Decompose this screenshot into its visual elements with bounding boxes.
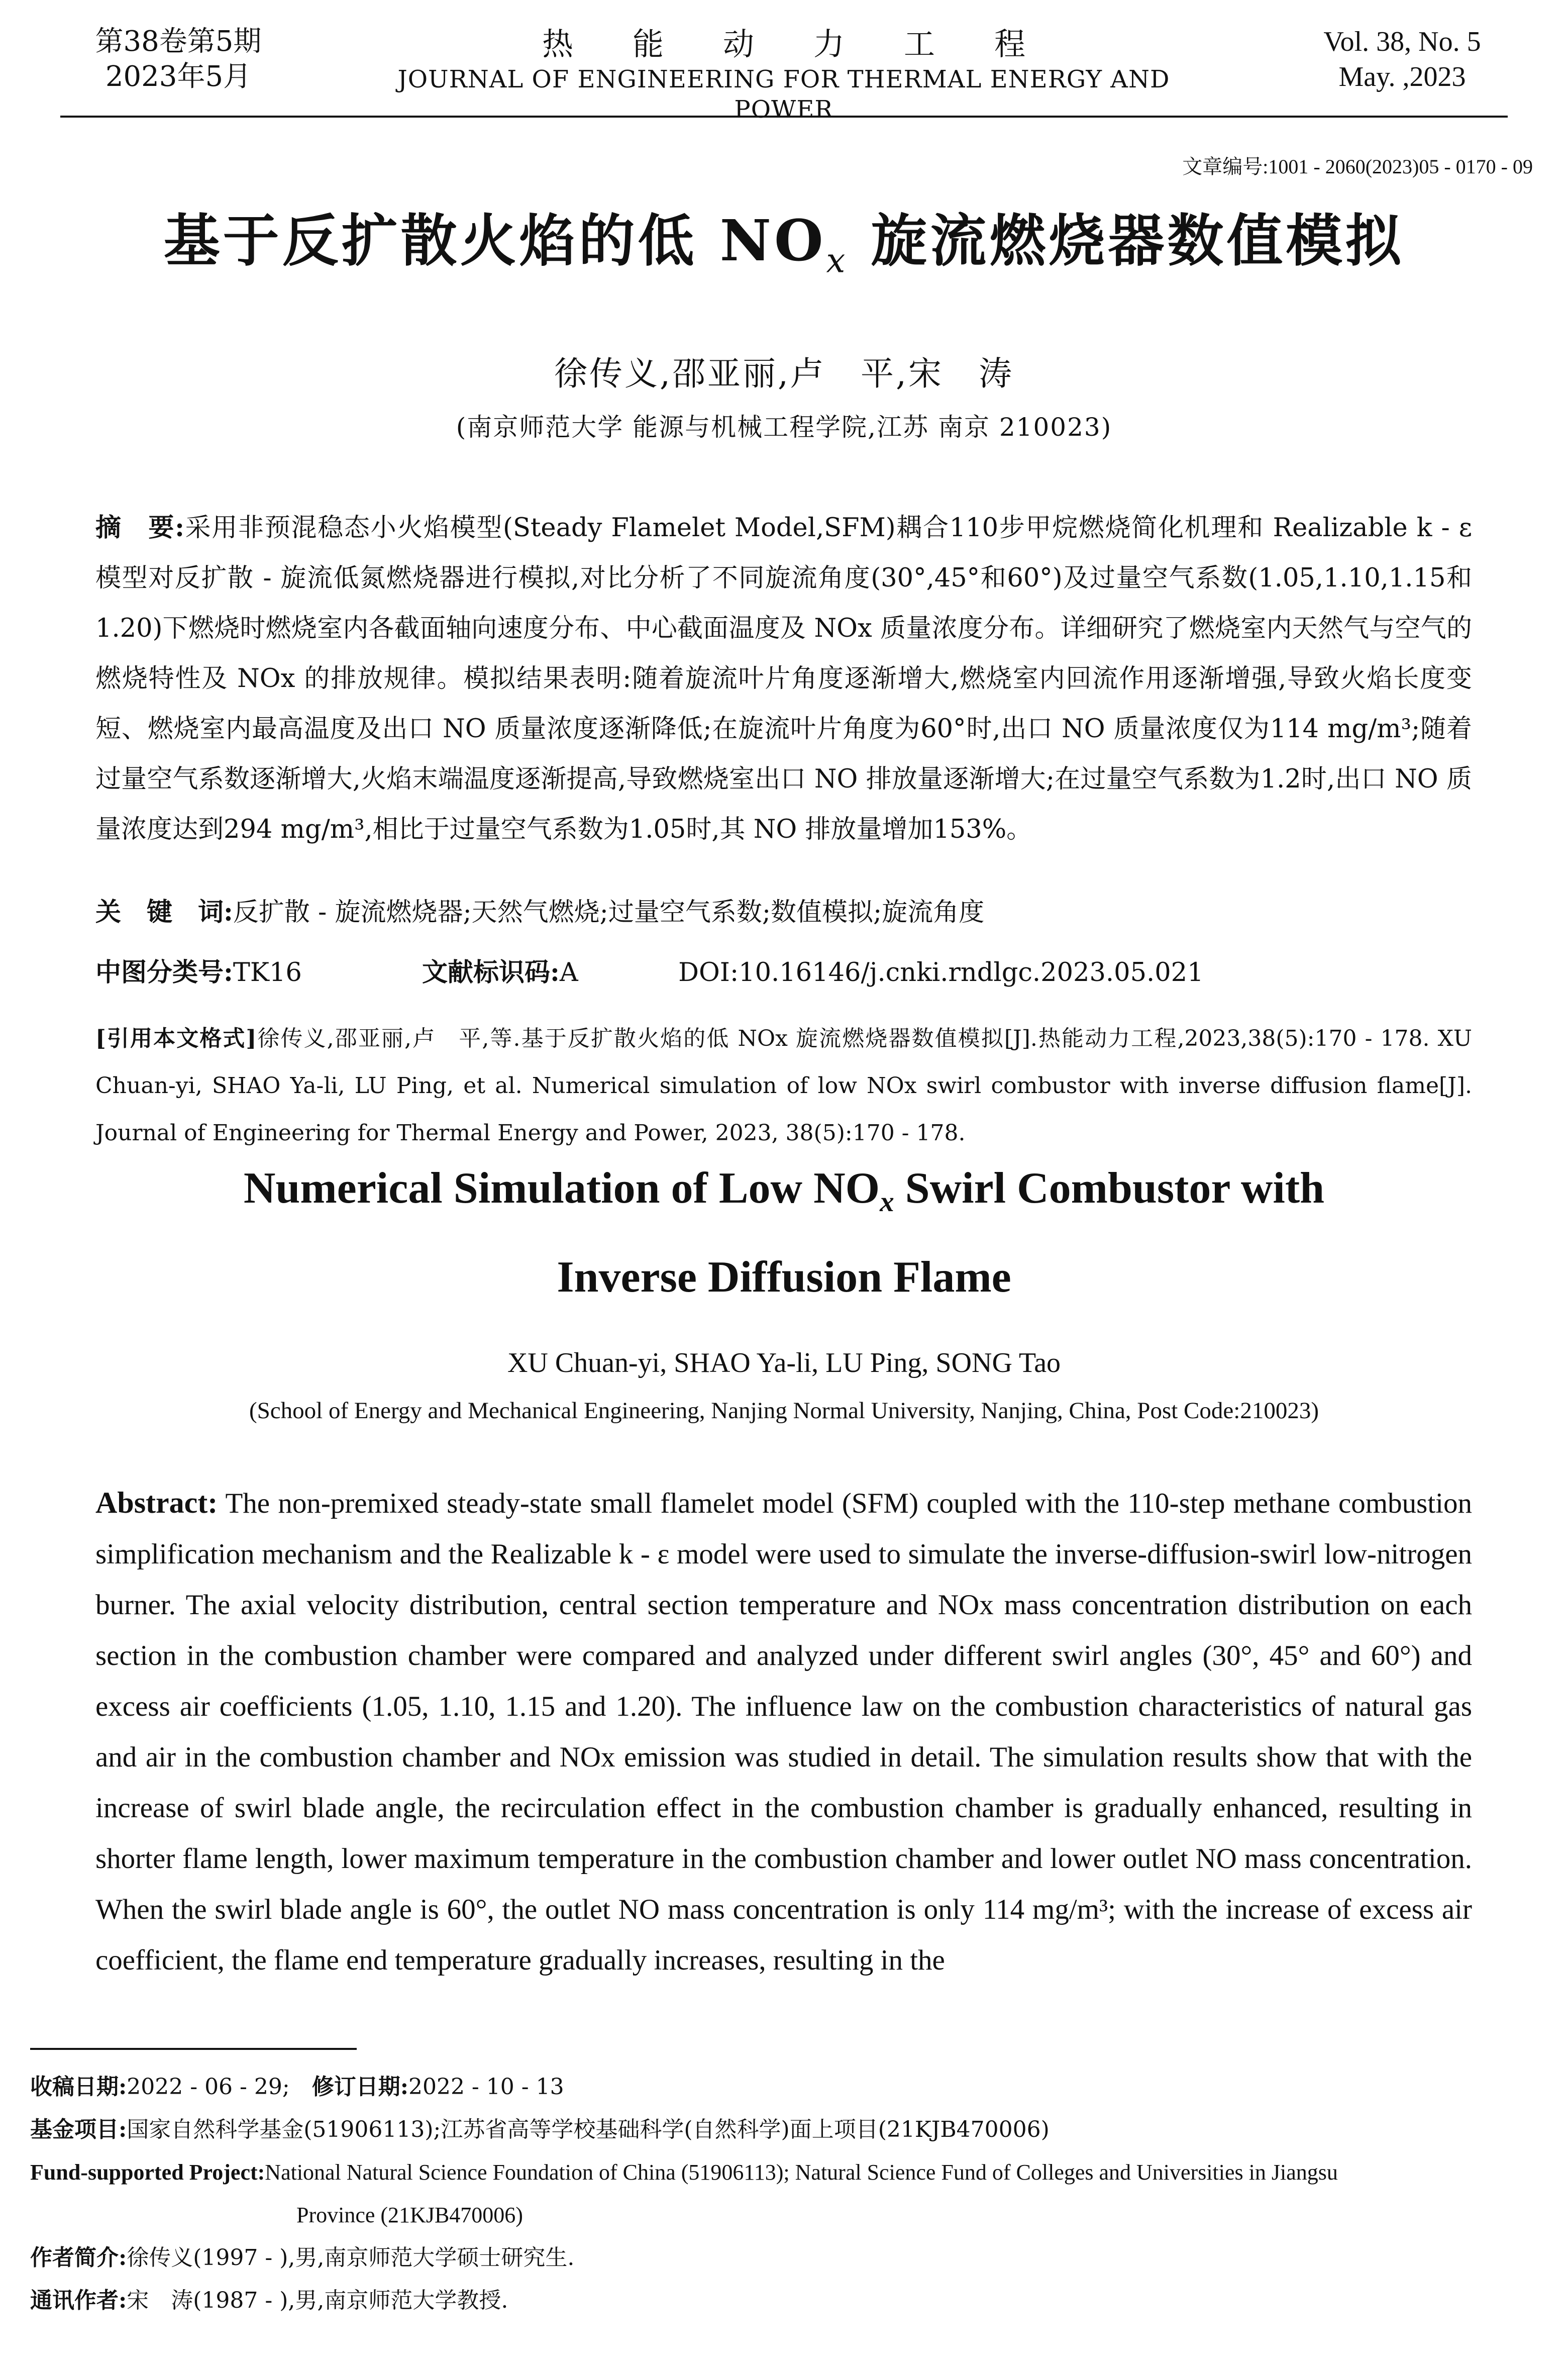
- volume-issue-cn: 第38卷第5期: [95, 25, 262, 58]
- abstract-en: [95, 1478, 1472, 1986]
- fund-en-label: Fund-supported Project:: [30, 2160, 265, 2185]
- fund-en-line: [30, 2151, 1537, 2194]
- revised-date: 2022 - 10 - 13: [408, 2074, 564, 2100]
- title-en-subscript: x: [880, 1186, 894, 1218]
- clc-value: TK16: [233, 958, 302, 988]
- title-cn-post: 旋流燃烧器数值模拟: [848, 208, 1405, 274]
- footnote-divider: [30, 2048, 357, 2050]
- footnotes: [30, 2065, 1537, 2322]
- dates-line: [30, 2065, 1537, 2108]
- fund-line: [30, 2108, 1537, 2151]
- volume-issue-en: Vol. 38, No. 5: [1323, 26, 1481, 57]
- author-bio-text: 徐传义(1997 - ),男,南京师范大学硕士研究生.: [127, 2245, 575, 2271]
- journal-name-en: JOURNAL OF ENGINEERING FOR THERMAL ENERGY AND POWER: [397, 65, 1170, 124]
- abstract-cn: [95, 503, 1472, 855]
- doc-code-value: A: [559, 958, 578, 988]
- journal-issue-en: [1307, 24, 1498, 94]
- date-en: May. ,2023: [1338, 61, 1466, 92]
- received-date: 2022 - 06 - 29;: [127, 2074, 290, 2100]
- date-cn: 2023年5月: [105, 60, 252, 93]
- abstract-en-label: Abstract:: [95, 1486, 218, 1519]
- affiliation-cn: (南京师范大学 能源与机械工程学院,江苏 南京 210023): [456, 413, 1112, 442]
- citation-label: [引用本文格式]: [95, 1026, 257, 1051]
- doc-code-label: 文献标识码:: [422, 957, 560, 988]
- authors-en: XU Chuan-yi, SHAO Ya-li, LU Ping, SONG Tao: [507, 1347, 1061, 1379]
- authors-cn: 徐传义,邵亚丽,卢 平,宋 涛: [554, 354, 1014, 393]
- title-cn-subscript: x: [826, 241, 849, 280]
- header-divider: [60, 116, 1508, 118]
- journal-name: [352, 24, 1216, 125]
- title-cn-pre: 基于反扩散火焰的低 NO: [163, 208, 826, 274]
- fund-en-text: National Natural Science Foundation of China (51906113); Natural Science Fund of Colleges and Universities in Jiangsu: [265, 2160, 1338, 2185]
- classification-line: [95, 947, 1472, 998]
- corresponding-label: 通讯作者:: [30, 2288, 127, 2313]
- corresponding-author-line: [30, 2279, 1537, 2322]
- title-cn: [0, 196, 1568, 280]
- abstract-cn-text: 采用非预混稳态小火焰模型(Steady Flamelet Model,SFM)耦合110步甲烷燃烧简化机理和 Realizable k - ε 模型对反扩散 - 旋流低氮燃烧器进行模拟,对比分析了不同旋流角度(30°,45°和60°)及过量空气系数(1.05,1.10,1.15和1.20)下燃烧时燃烧室内各截面轴向速度分布、中心截面温度及 NOx 质量浓度分布。详细研究了燃烧室内天然气与空气的燃烧特性及 NOx 的排放规律。模拟结果表明:随着旋流叶片角度逐渐增大,燃烧室内回流作用逐渐增强,导致火焰长度变短、燃烧室内最高温度及出口 NO 质量浓度逐渐降低;在旋流叶片角度为60°时,出口 NO 质量浓度仅为114 mg/m³;随着过量空气系数逐渐增大,火焰末端温度逐渐提高,导致燃烧室出口 NO 排放量逐渐增大;在过量空气系数为1.2时,出口 NO 质量浓度达到294 mg/m³,相比于过量空气系数为1.05时,其 NO 排放量增加153%。: [95, 513, 1473, 844]
- journal-issue-cn: [65, 24, 291, 94]
- keywords-cn: [95, 887, 1472, 938]
- doi: DOI:10.16146/j.cnki.rndlgc.2023.05.021: [678, 958, 1204, 988]
- corresponding-text: 宋 涛(1987 - ),男,南京师范大学教授.: [127, 2288, 508, 2313]
- journal-name-cn: 热能动力工程: [542, 26, 1085, 62]
- keywords-cn-text: 反扩散 - 旋流燃烧器;天然气燃烧;过量空气系数;数值模拟;旋流角度: [233, 898, 985, 927]
- article-number: 文章编号:1001 - 2060(2023)05 - 0170 - 09: [1182, 155, 1533, 178]
- affiliation-en: (School of Energy and Mechanical Engineering, Nanjing Normal University, Nanjing, China, Post Code:210023): [249, 1398, 1319, 1424]
- keywords-cn-label: 关 键 词:: [95, 897, 233, 927]
- author-bio-line: [30, 2236, 1537, 2279]
- citation-text: 徐传义,邵亚丽,卢 平,等.基于反扩散火焰的低 NOx 旋流燃烧器数值模拟[J].热能动力工程,2023,38(5):170 - 178. XU Chuan-yi, SHAO Ya-li, LU Ping, et al. Numerical simulation of low NOx swirl combustor with inverse diffusion flame[J]. Journal of Engineering for Thermal Energy and Power, 2023, 38(5):170 - 178.: [95, 1026, 1473, 1146]
- received-label: 收稿日期:: [30, 2074, 127, 2100]
- title-en-line1-pre: Numerical Simulation of Low NO: [243, 1164, 880, 1213]
- fund-label: 基金项目:: [30, 2117, 127, 2142]
- fund-en-line2: Province (21KJB470006): [296, 2203, 523, 2227]
- revised-label: 修订日期:: [311, 2074, 408, 2100]
- abstract-en-text: The non-premixed steady-state small flamelet model (SFM) coupled with the 110-step methane combustion simplification mechanism and the Realizable k - ε model were used to simulate the inverse-diffusion-swirl low-nitrogen burner. The axial velocity distribution, central section temperature and NOx mass concentration distribution on each section in the combustion chamber were compared and analyzed under different swirl angles (30°, 45° and 60°) and excess air coefficients (1.05, 1.10, 1.15 and 1.20). The influence law on the combustion characteristics of natural gas and air in the combustion chamber and NOx emission was studied in detail. The simulation results show that with the increase of swirl blade angle, the recirculation effect in the combustion chamber is gradually enhanced, resulting in shorter flame length, lower maximum temperature in the combustion chamber and lower outlet NO mass concentration. When the swirl blade angle is 60°, the outlet NO mass concentration is only 114 mg/m³; with the increase of excess air coefficient, the flame end temperature gradually increases, resulting in the: [95, 1488, 1472, 1976]
- title-en-line2: Inverse Diffusion Flame: [557, 1253, 1011, 1302]
- clc-label: 中图分类号:: [95, 957, 233, 988]
- citation: [95, 1015, 1472, 1157]
- abstract-cn-label: 摘 要:: [95, 513, 184, 543]
- title-en: [0, 1151, 1568, 1315]
- title-en-line1: [0, 1151, 1568, 1240]
- fund-text: 国家自然科学基金(51906113);江苏省高等学校基础科学(自然科学)面上项目(21KJB470006): [127, 2117, 1050, 2142]
- title-en-line1-post: Swirl Combustor with: [894, 1164, 1325, 1213]
- author-bio-label: 作者简介:: [30, 2245, 127, 2271]
